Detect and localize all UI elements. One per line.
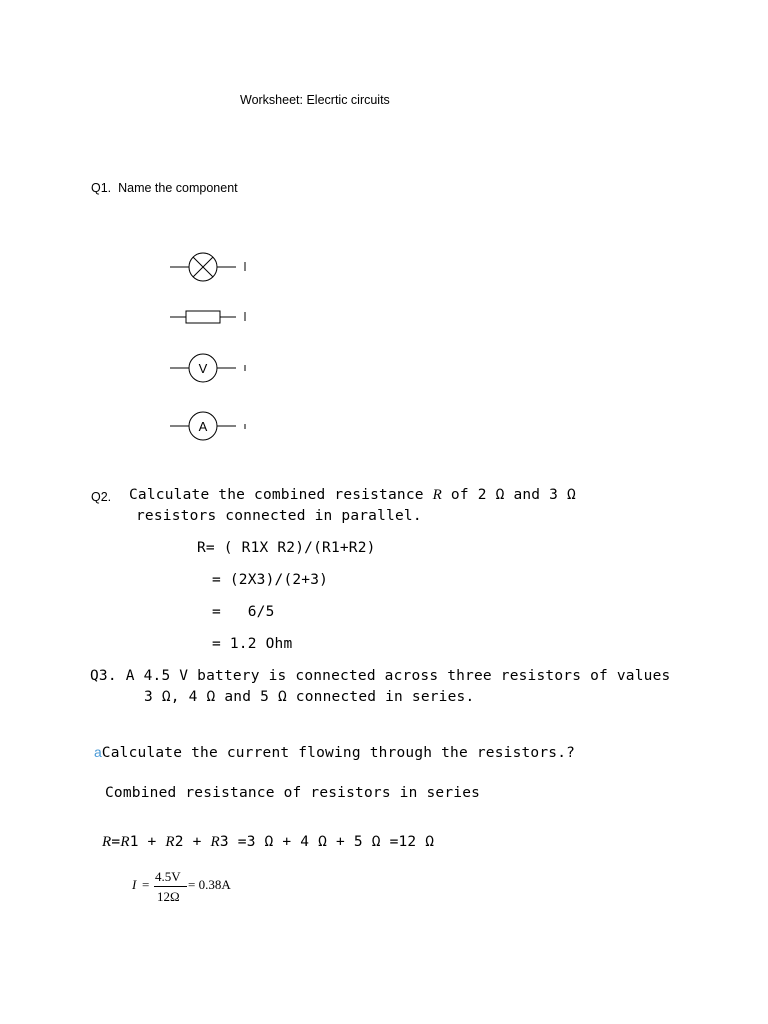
q1-label: Q1. [91,181,112,195]
resistor-symbol-icon [170,307,250,327]
eq-equals: = [111,834,121,850]
q3-line1: Q3. A 4.5 V battery is connected across three resistors of values [90,668,671,684]
q2-line1-pre: Calculate the combined resistance [129,487,433,503]
worksheet-title: Worksheet: Elecrtic circuits [240,93,390,107]
q2-line1 [129,487,576,504]
current-result: = 0.38A [188,877,231,892]
current-equals: = [142,877,150,892]
eq-var-r: R [102,834,112,850]
current-denominator: 12Ω [157,889,180,904]
ammeter-letter: A [198,419,208,434]
current-var: I [132,877,137,892]
current-numerator: 4.5V [155,869,181,884]
q2-work-4: = 1.2 Ohm [212,636,293,652]
eq-var-r2: R [165,834,175,850]
lamp-symbol-icon [170,251,250,283]
q2-line1-post: of 2 Ω and 3 Ω [442,487,576,503]
eq-var-r1: R [120,834,130,850]
q1-text: Name the component [118,181,238,195]
eq-part1: 1 + [129,834,166,850]
fraction-bar [154,886,187,887]
eq-var-r3: R [210,834,220,850]
q2-work-1: R= ( R1X R2)/(R1+R2) [197,540,376,556]
q1-heading [91,181,238,195]
q2-label: Q2. [91,490,112,504]
q3-line2: 3 Ω, 4 Ω and 5 Ω connected in series. [144,689,475,705]
part-a-text: Calculate the current flowing through the resistors.? [101,745,576,761]
q3-part-a [94,744,575,762]
series-equation [102,834,434,851]
q2-line2: resistors connected in parallel. [136,508,422,524]
combined-resistance-text: Combined resistance of resistors in series [105,785,481,801]
q2-var-r: R [432,487,442,503]
eq-part2: 2 + [174,834,211,850]
voltmeter-symbol-icon [170,352,250,384]
eq-part3: 3 =3 Ω + 4 Ω + 5 Ω =12 Ω [219,834,435,850]
part-a-marker: a [94,744,102,760]
voltmeter-letter: V [198,361,208,376]
q2-work-3: = 6/5 [212,604,275,620]
ammeter-symbol-icon [170,410,250,442]
q2-work-2: = (2X3)/(2+3) [212,572,329,588]
